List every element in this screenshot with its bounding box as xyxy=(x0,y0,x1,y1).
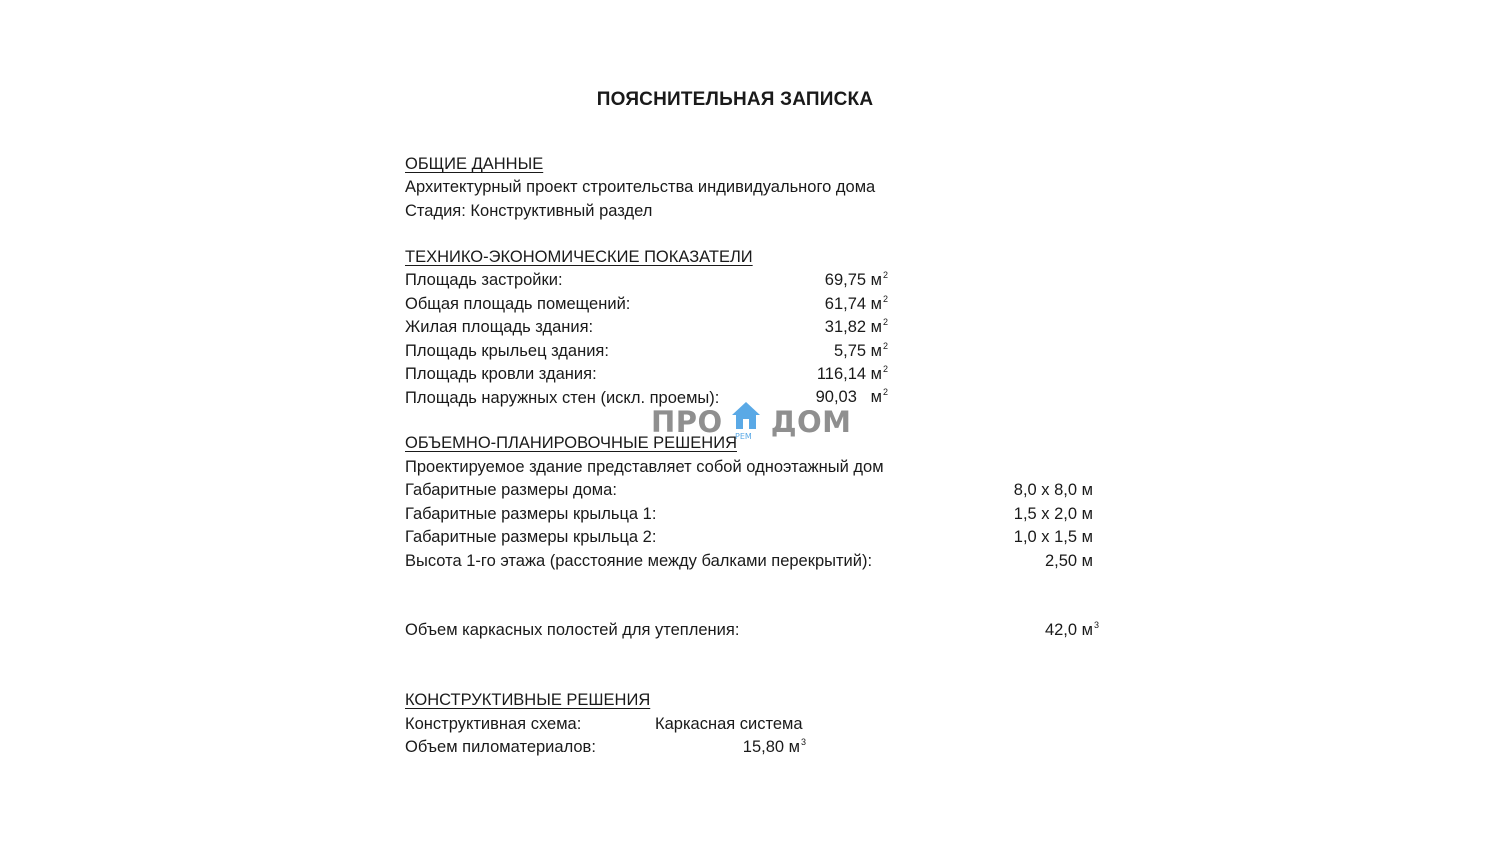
lumber-volume-value: 15,80 $м^3$ xyxy=(742,737,806,756)
tep-row-label: Площадь застройки: xyxy=(405,271,563,289)
page-title: ПОЯСНИТЕЛЬНАЯ ЗАПИСКА xyxy=(596,89,874,110)
planning-row-value: 1,5 х 2,0 м xyxy=(1013,505,1093,523)
logo-subtext: РЕМ xyxy=(735,432,752,441)
planning-heading: ОБЪЕМНО-ПЛАНИРОВОЧНЫЕ РЕШЕНИЯ xyxy=(405,434,737,452)
general-line-2: Стадия: Конструктивный раздел xyxy=(405,202,653,220)
logo-text-left: ПРО xyxy=(651,405,723,439)
tep-row-value: 61,74 $м^2$ xyxy=(824,294,888,313)
planning-row-label: Габаритные размеры крыльца 1: xyxy=(405,505,657,523)
insulation-volume-value: 42,0 $м^3$ xyxy=(1044,620,1099,639)
planning-row-label: Габаритные размеры крыльца 2: xyxy=(405,528,657,546)
structural-heading: КОНСТРУКТИВНЫЕ РЕШЕНИЯ xyxy=(405,691,651,709)
planning-intro: Проектируемое здание представляет собой одноэтажный дом xyxy=(405,458,884,476)
logo-text-right: ДОМ xyxy=(770,405,852,439)
planning-row-label: Высота 1-го этажа (расстояние между балками перекрытий): xyxy=(405,552,873,570)
tep-row-value: 5,75 $м^2$ xyxy=(833,341,888,360)
lumber-volume-label: Объем пиломатериалов: xyxy=(405,738,596,756)
tep-row-value: 31,82 $м^2$ xyxy=(824,317,888,336)
tep-row-value: 90,03 $м^2$ xyxy=(815,387,888,406)
tep-row-value: 69,75 $м^2$ xyxy=(824,270,888,289)
tep-row-label: Площадь наружных стен (искл. проемы): xyxy=(405,389,720,407)
general-line-1: Архитектурный проект строительства индивидуального дома xyxy=(405,178,876,196)
tep-row-label: Площадь крыльец здания: xyxy=(405,342,609,360)
structural-scheme-label: Конструктивная схема: xyxy=(405,715,582,733)
planning-row-value: 1,0 х 1,5 м xyxy=(1013,528,1093,546)
planning-row-value: 2,50 м xyxy=(1044,552,1093,570)
planning-row-label: Габаритные размеры дома: xyxy=(405,481,617,499)
tep-row-value: 116,14 $м^2$ xyxy=(816,364,888,383)
planning-row-value: 8,0 х 8,0 м xyxy=(1013,481,1093,499)
tep-row-label: Площадь кровли здания: xyxy=(405,365,597,383)
tep-row-label: Жилая площадь здания: xyxy=(405,318,594,336)
structural-scheme-value: Каркасная система xyxy=(655,715,803,733)
insulation-volume-label: Объем каркасных полостей для утепления: xyxy=(405,621,740,639)
tep-heading: ТЕХНИКО-ЭКОНОМИЧЕСКИЕ ПОКАЗАТЕЛИ xyxy=(405,248,753,266)
general-heading: ОБЩИЕ ДАННЫЕ xyxy=(405,155,544,173)
tep-row-label: Общая площадь помещений: xyxy=(405,295,631,313)
